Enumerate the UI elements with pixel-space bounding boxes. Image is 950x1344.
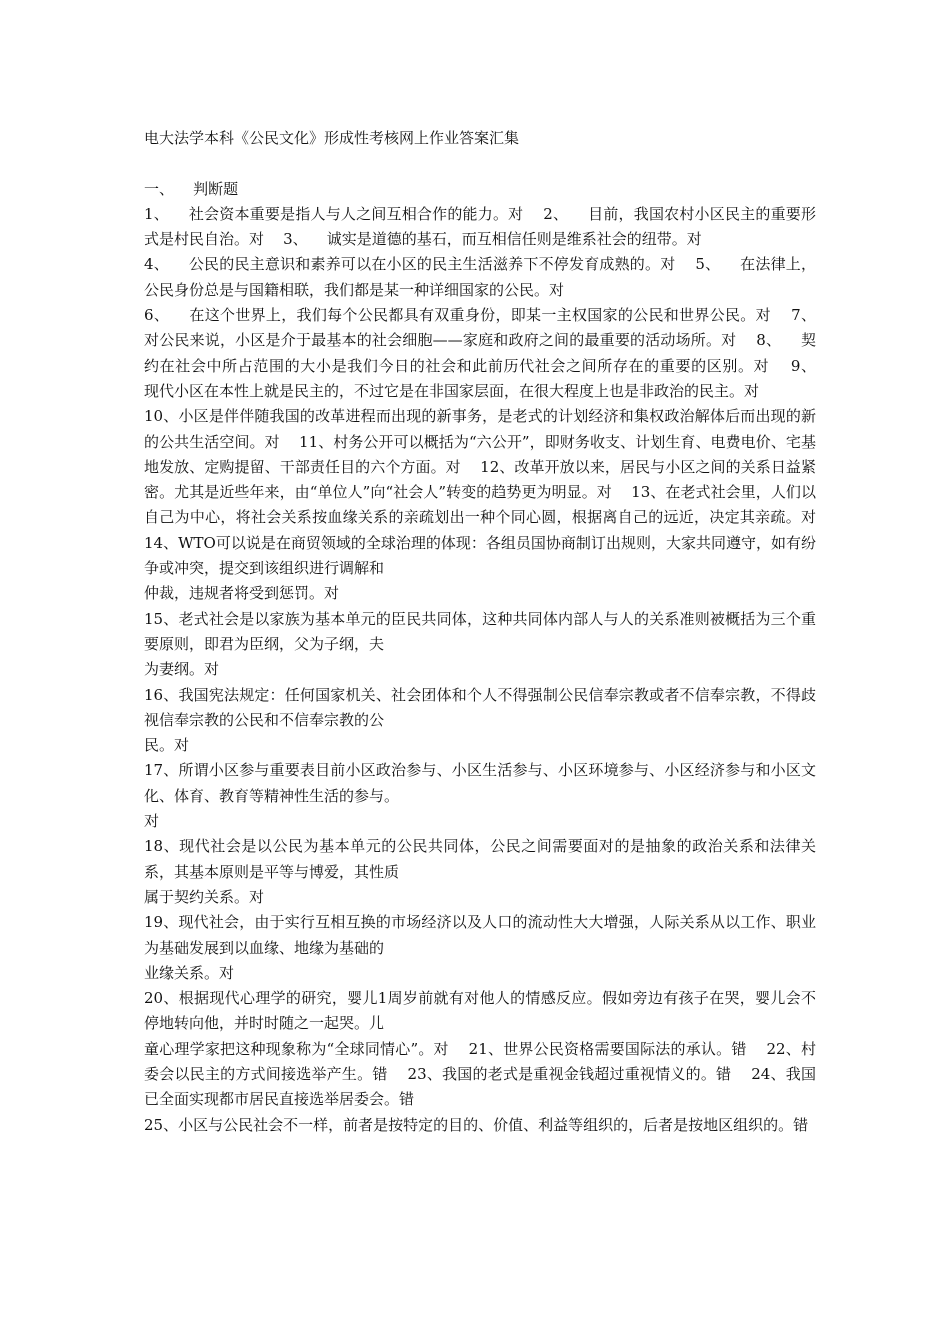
paragraph-9: 19、现代社会，由于实行互相互换的市场经济以及人口的流动性大大增强，人际关系从以工作、职业为基础发展到以血缘、地缘为基础的 业缘关系。对	[144, 913, 816, 982]
paragraph-4: 10、小区是伴伴随我国的改革进程而出现的新事务，是老式的计划经济和集权政治解体后而出现的新的公共生活空间。对 11、村务公开可以概括为“六公开”，即财务收支、计划生育、电费电价、宅基地发放、定购提留、干部责任目的六个方面。对 12、改革开放以来，居民与小区之间的关系日益紧密。尤其是近些年来，由“单位人”向“社会人”转变的趋势更为明显。对 13、在老式社会里，人们以自己为中心，将社会关系按血缘关系的亲疏划出一种个同心圆，根据离自己的远近，决定其亲疏。对 14、WTO可以说是在商贸领域的全球治理的体现：各组员国协商制订出规则，大家共同遵守，如有纷争或冲突，提交到该组织进行调解和 仲裁，违规者将受到惩罚。对	[144, 407, 816, 603]
document-body	[144, 126, 836, 1138]
paragraph-3: 6、 在这个世界上，我们每个公民都具有双重身份，即某一主权国家的公民和世界公民。对 7、 对公民来说，小区是介于最基本的社会细胞——家庭和政府之间的最重要的活动场所。对 8、 契约在社会中所占范围的大小是我们今日的社会和此前历代社会之间所存在的重要的区别。对 9、 现代小区在本性上就是民主的，不过它是在非国家层面，在很大程度上也是非政治的民主。对	[144, 306, 836, 400]
paragraph-10: 20、根据现代心理学的研究，婴儿1周岁前就有对他人的情感反应。假如旁边有孩子在哭，婴儿会不停地转向他，并时时随之一起哭。儿 童心理学家把这种现象称为“全球同情心”。对 21、世界公民资格需要国际法的承认。错 22、村委会以民主的方式间接选举产生。错 23、我国的老式是重视金钱超过重视情义的。错 24、我国已全面实现都市居民直接选举居委会。错	[144, 989, 816, 1109]
paragraph-7: 17、所谓小区参与重要表目前小区政治参与、小区生活参与、小区环境参与、小区经济参与和小区文化、体育、教育等精神性生活的参与。 对	[144, 761, 816, 831]
paragraph-8: 18、现代社会是以公民为基本单元的公民共同体，公民之间需要面对的是抽象的政治关系和法律关系，其基本原则是平等与博爱，其性质 属于契约关系。对	[144, 837, 816, 906]
section-heading: 一、 判断题	[144, 179, 239, 198]
paragraph-11: 25、小区与公民社会不一样，前者是按特定的目的、价值、利益等组织的，后者是按地区组织的。错	[144, 1115, 809, 1134]
paragraph-1: 1、 社会资本重要是指人与人之间互相合作的能力。对 2、 目前，我国农村小区民主的重要形式是村民自治。对 3、 诚实是道德的基石，而互相信任则是维系社会的纽带。对	[144, 204, 816, 249]
document-title: 电大法学本科《公民文化》形成性考核网上作业答案汇集	[144, 129, 520, 147]
paragraph-2: 4、 公民的民主意识和素养可以在小区的民主生活滋养下不停发育成熟的。对 5、 在法律上，公民身份总是与国籍相联，我们都是某一种详细国家的公民。对	[144, 255, 816, 299]
blank-line	[144, 151, 816, 176]
paragraph-6: 16、我国宪法规定：任何国家机关、社会团体和个人不得强制公民信奉宗教或者不信奉宗教，不得歧视信奉宗教的公民和不信奉宗教的公 民。对	[144, 685, 816, 755]
paragraph-5: 15、老式社会是以家族为基本单元的臣民共同体，这种共同体内部人与人的关系准则被概括为三个重要原则，即君为臣纲，父为子纲，夫 为妻纲。对	[144, 609, 816, 679]
